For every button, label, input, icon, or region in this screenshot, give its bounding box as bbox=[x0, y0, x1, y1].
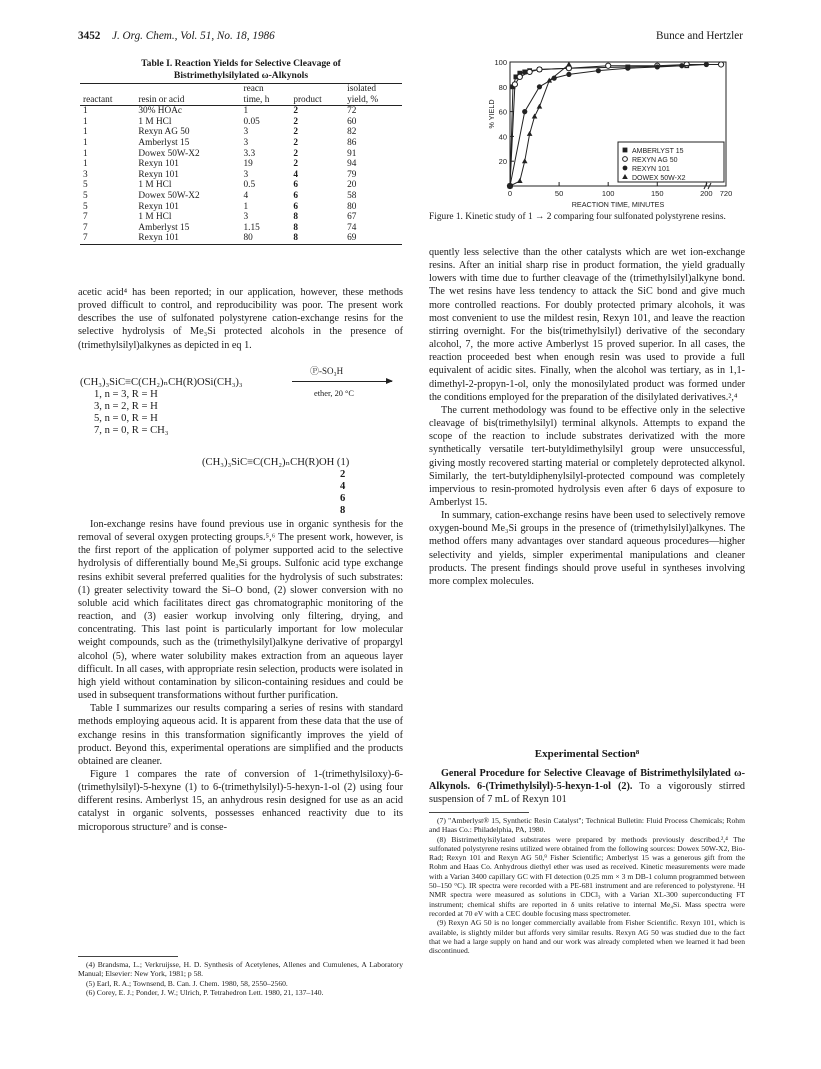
table-cell: 4 bbox=[293, 169, 298, 180]
table-cell: 30% HOAc bbox=[138, 106, 183, 117]
eq-conditions: ether, 20 °C bbox=[314, 389, 354, 398]
table-cell: 5 bbox=[83, 190, 88, 201]
table-cell: 1.15 bbox=[243, 222, 260, 233]
footnote-rule bbox=[78, 956, 178, 957]
table-cell: 1 bbox=[83, 106, 88, 117]
y-axis-label: % YIELD bbox=[487, 99, 496, 129]
table-cell: Amberlyst 15 bbox=[138, 222, 190, 233]
eq-product-label: 6 bbox=[340, 493, 346, 504]
data-point-open-circle bbox=[517, 74, 522, 79]
data-point-triangle bbox=[517, 178, 523, 183]
table-cell: 94 bbox=[347, 159, 357, 170]
data-point-circle bbox=[566, 72, 571, 77]
table-cell: Amberlyst 15 bbox=[138, 137, 190, 148]
legend-label: REXYN 101 bbox=[632, 165, 670, 173]
table-cell: 2 bbox=[293, 127, 298, 138]
running-authors: Bunce and Hertzler bbox=[656, 30, 743, 42]
table-cell: 3 bbox=[83, 169, 88, 180]
table-cell: 1 M HCl bbox=[138, 180, 172, 191]
table-row bbox=[80, 117, 402, 128]
x-tick-label: 50 bbox=[554, 189, 564, 198]
table-cell: 1 bbox=[83, 127, 88, 138]
left-footnotes bbox=[78, 960, 403, 997]
left-column-top bbox=[78, 286, 403, 352]
body-paragraph: Ion-exchange resins have found previous use in organic synthesis for the removal of several oxygen protecting groups.⁵,⁶ The present work, however, is the first report of the application of polymer supported acid to the selective hydrolysis of differentially bound Me₃Si groups. Sulfonic acid type exchange resins exhibit several preferred qualities for the hydrolysis of such substrates: (1) greater selectivity toward the Si–O bond, (2) slower conversion with no soluble acid which facilitates direct gas chromatographic monitoring of the reaction, and (3) easier workup involving only filtering, drying, and concentrating. This last point is particularly important for low molecular weight compounds, such as the (trimethylsilyl)alkyne derivative of propargyl alcohol (5), where water solubility makes extraction from an aqueous layer difficult. In all cases, with appropriate resin selection, products were isolated in high yield without contamination by silicon-containing residues and could be used in subsequent transformations without further purification. bbox=[78, 519, 403, 702]
experimental-paragraph: General Procedure for Selective Cleavage of Bistrimethylsilylated ω-Alkynols. 6-(Trimethylsilyl)-5-hexyn-1-ol (2). To a vigorously stirred suspension of 7 mL of Rexyn 101 bbox=[429, 768, 745, 806]
eq-reactant-labels bbox=[94, 389, 169, 437]
table-cell: 3 bbox=[243, 137, 249, 148]
table-cell: 69 bbox=[347, 233, 357, 244]
table-cell: 3 bbox=[243, 127, 249, 138]
table-cell: 5 bbox=[83, 180, 88, 191]
table-row bbox=[80, 138, 402, 149]
table-cell: Rexyn 101 bbox=[138, 169, 179, 180]
figure-1-caption: Figure 1. Kinetic study of 1 → 2 comparing four sulfonated polystyrene resins. bbox=[429, 212, 726, 222]
footnote: (8) Bistrimethylsilylated substrates were prepared by methods previously described.²,⁴ The sulfonated polystyrene resins utilized were obtained from the following sources: Dowex 50W-X2, Bio-Rad; Rexyn 101 and Rexyn AG 50,⁹ Fisher Scientific; Amberlyst 15 was a generous gift from the Rohm and Haas Co. Anhydrous diethyl ether was used as received. Kinetic measurements were made with a Varian 3400 capillary GC with FI detection (0.25 mm × 3 m DB-1 column programmed between 50–150 °C). IR spectra were recorded with a PE-681 instrument and are referenced to polystyrene. ¹H NMR spectra were measured as solutions in CDCl₃ with a Varian XL-300 superconducting FT instrument; chemical shifts are reported in δ units relative to internal Me₄Si. Mass spectra were recorded at 70 eV with a CEC double focusing mass spectrometer. bbox=[429, 834, 745, 918]
footnote-rule bbox=[429, 812, 529, 813]
table-cell: 86 bbox=[347, 137, 357, 148]
table-cell: 19 bbox=[243, 159, 253, 170]
table-row bbox=[80, 180, 402, 191]
y-tick-label: 100 bbox=[494, 58, 507, 67]
data-point-circle bbox=[625, 66, 630, 71]
body-paragraph: acetic acid⁴ has been reported; in our application, however, these methods proved difficult to control, and reproducibility was poor. The present work describes the use of sulfonated polystyrene cation-exchange resins for the selective hydrolysis of Me₃Si protected alcohols in the presence of (trimethylsilyl)alkynes as depicted in eq 1. bbox=[78, 287, 403, 351]
eq-product-label: 8 bbox=[340, 505, 346, 516]
table-cell: 72 bbox=[347, 106, 357, 117]
table-cell: 7 bbox=[83, 212, 88, 223]
series-line bbox=[510, 64, 569, 186]
data-point-circle bbox=[704, 62, 709, 67]
eq-product-labels bbox=[340, 469, 345, 517]
page-number: 3452 bbox=[78, 30, 101, 42]
table-cell: 8 bbox=[293, 233, 298, 244]
table-row bbox=[80, 170, 402, 181]
table-cell: 82 bbox=[347, 127, 357, 138]
body-paragraph: The current methodology was found to be effective only in the selective cleavage of bis(trimethylsilyl) terminal alkynols. Attempts to expand the scope of the reaction to include substrates derivatized with the more synthetically versatile tert-butyldimethylsilyl group were unsuccessful, giving mostly recovered starting material or completely deprotected alkynol. Similarly, the tert-butyldiphenylsilyl-protected compound was completely impervious to resin-promoted hydrolysis even after 6 days of exposure to Amberlyst 15. bbox=[429, 404, 745, 508]
data-point-open-circle bbox=[684, 62, 689, 67]
table-row bbox=[80, 202, 402, 213]
table-cell: 91 bbox=[347, 148, 357, 159]
table-cell: 8 bbox=[293, 212, 298, 223]
table-cell: 74 bbox=[347, 222, 357, 233]
table-cell: 6 bbox=[293, 201, 298, 212]
eq-catalyst: Ⓟ-SO₃H bbox=[310, 366, 344, 376]
table-row bbox=[80, 106, 402, 117]
data-point-circle bbox=[522, 109, 527, 114]
table-cell: Rexyn 101 bbox=[138, 159, 179, 170]
table-cell: 0.5 bbox=[243, 180, 256, 191]
legend-label: REXYN AG 50 bbox=[632, 156, 678, 164]
table-cell: 4 bbox=[243, 190, 249, 201]
table-title: Table I. Reaction Yields for Selective Cleavage of Bistrimethylsilylated ω-Alkynols bbox=[141, 58, 341, 81]
table-cell: 2 bbox=[293, 106, 298, 117]
table-cell: 1 bbox=[83, 137, 88, 148]
eq-reactant-label: 5, n = 0, R = H bbox=[94, 413, 158, 424]
data-point-triangle bbox=[527, 131, 533, 136]
eq-reactant: (CH₃)₃SiC≡C(CH₂)ₙCH(R)OSi(CH₃)₃ bbox=[80, 377, 243, 388]
data-point-open-circle bbox=[512, 82, 517, 87]
table-cell: 0.05 bbox=[243, 116, 260, 127]
table-cell: Rexyn 101 bbox=[138, 233, 179, 244]
legend-label: DOWEX 50W-X2 bbox=[632, 174, 686, 182]
equation-1 bbox=[80, 366, 405, 516]
table-row bbox=[80, 223, 402, 234]
data-point-triangle bbox=[537, 104, 543, 109]
table-cell: Rexyn AG 50 bbox=[138, 127, 190, 138]
footnote: (9) Rexyn AG 50 is no longer commercially available from Fisher Scientific. Rexyn 101, which is available, is slightly milder but affords very similar results. Rexyn AG 50 was studied due to the fact that we had a large supply on hand and our work was already completed when we learned it had been discontinued. bbox=[429, 918, 745, 956]
body-paragraph: Figure 1 compares the rate of conversion of 1-(trimethylsiloxy)-6-(trimethylsilyl)-5-hexyne (1) to 6-(trimethylsilyl)-5-hexyn-1-ol (2) using four different resins. Amberlyst 15, an anhydrous resin designed for use as an acid catalyst in organic solvents, possesses enhanced reactivity due to its microporous structure⁷ and is conse- bbox=[78, 768, 403, 833]
table-cell: 1 bbox=[243, 201, 249, 212]
right-column-body bbox=[429, 246, 745, 588]
eq-product-label: 2 bbox=[340, 469, 346, 480]
table-cell: 2 bbox=[293, 159, 298, 170]
figure-1-chart bbox=[478, 56, 750, 208]
footnote: (5) Earl, R. A.; Townsend, B. Can. J. Chem. 1980, 58, 2550–2560. bbox=[86, 978, 288, 988]
legend-circle-icon bbox=[623, 166, 628, 171]
right-footnotes bbox=[429, 816, 745, 955]
table-cell: 1 M HCl bbox=[138, 212, 172, 223]
reaction-arrow bbox=[292, 381, 392, 382]
data-point-triangle bbox=[522, 158, 528, 163]
table-cell: 3 bbox=[243, 169, 249, 180]
journal-citation: J. Org. Chem., Vol. 51, No. 18, 1986 bbox=[112, 30, 275, 42]
table-cell: 6 bbox=[293, 180, 298, 191]
table-cell: 7 bbox=[83, 222, 88, 233]
data-point-open-circle bbox=[537, 67, 542, 72]
table-cell: 2 bbox=[293, 137, 298, 148]
footnote: (7) "Amberlyst® 15, Synthetic Resin Catalyst"; Technical Bulletin: Fluid Process Chemicals; Rohm and Haas Co.: Philadelphia, PA, 1980. bbox=[429, 816, 745, 835]
x-tick-label: 0 bbox=[507, 189, 513, 198]
table-cell: 7 bbox=[83, 233, 88, 244]
table-row bbox=[80, 191, 402, 202]
table-row bbox=[80, 233, 402, 244]
table-cell: 1 M HCl bbox=[138, 116, 172, 127]
data-point-open-circle bbox=[527, 69, 532, 74]
data-point-open-circle bbox=[606, 63, 611, 68]
footnote: (6) Corey, E. J.; Ponder, J. W.; Ulrich, P. Tetrahedron Lett. 1980, 21, 137–140. bbox=[86, 987, 324, 997]
data-point-circle bbox=[596, 68, 601, 73]
table-cell: 67 bbox=[347, 212, 357, 223]
table-cell: 79 bbox=[347, 169, 357, 180]
legend-open-circle-icon bbox=[623, 157, 628, 162]
x-tick-label: 200 bbox=[700, 189, 713, 198]
reaction-arrowhead bbox=[386, 378, 393, 384]
x-tick-label: 150 bbox=[651, 189, 664, 198]
yield-table: reacn isolated reactant resin or acid time, h product yield, % 1 30% HOAc 1 2 72 1 1 M HCl 0.05 2 60 1 Rexyn AG 50 3 2 82 1 Amberlyst 15 3 2 86 1 Dowex 50W-X2 3.3 2 91 1 Rexyn 101 19 2 94 3 Rexyn 101 3 4 79 5 1 M HCl 0.5 6 20 5 Dowex 50W-X2 4 6 58 5 Rexyn 101 1 6 80 7 1 M HCl 3 8 67 7 Amberlyst 15 1.15 8 74 7 Rexyn 101 80 8 69 bbox=[80, 83, 402, 245]
footnote: (4) Brandsma, L.; Verkruijsse, H. D. Synthesis of Acetylenes, Allenes and Cumulenes, A Laboratory Manual; Elsevier: New York, 1981; p 58. bbox=[78, 960, 403, 979]
x-tick-label: 720 bbox=[719, 189, 733, 198]
table-cell: 1 bbox=[83, 148, 88, 159]
data-point-open-circle bbox=[718, 62, 723, 67]
x-axis-label: REACTION TIME, MINUTES bbox=[571, 200, 665, 208]
table-cell: 5 bbox=[83, 201, 88, 212]
table-cell: 20 bbox=[347, 180, 357, 191]
body-paragraph: In summary, cation-exchange resins have been used to selectively remove oxygen-bound Me₃Si groups in the presence of (trimethylsilyl)alkynes. The method offers many advantages over standard aqueous procedures—higher selectivity and yields, simpler experimental manipulations and cleaner products. The present findings should prove useful in syntheses involving more complex molecules. bbox=[429, 510, 745, 587]
body-paragraph: Table I summarizes our results comparing a series of resins with standard methods employing aqueous acid. It is apparent from these data that the use of exchange resins in this transformation significantly improves the yield of product. Beyond this, experimental operations are simplified and the products obtained are cleaner. bbox=[78, 703, 403, 767]
table-cell: 1 bbox=[83, 116, 88, 127]
table-1 bbox=[80, 58, 402, 245]
table-row bbox=[80, 212, 402, 223]
table-row bbox=[80, 159, 402, 170]
table-cell: 1 bbox=[243, 106, 249, 117]
experimental-heading: Experimental Section⁸ bbox=[534, 748, 640, 760]
table-row bbox=[80, 149, 402, 160]
eq-reactant-label: 3, n = 2, R = H bbox=[94, 401, 158, 412]
table-cell: 3.3 bbox=[243, 148, 256, 159]
table-row bbox=[80, 127, 402, 138]
table-cell: 3 bbox=[243, 212, 249, 223]
eq-product: (CH₃)₃SiC≡C(CH₂)ₙCH(R)OH (1) bbox=[202, 457, 350, 468]
y-tick-label: 60 bbox=[498, 107, 507, 117]
data-point-triangle bbox=[532, 114, 538, 119]
table-cell: Dowex 50W-X2 bbox=[138, 148, 200, 159]
table-cell: 6 bbox=[293, 190, 298, 201]
data-point-circle bbox=[537, 84, 542, 89]
table-cell: 60 bbox=[347, 116, 357, 127]
table-cell: 1 bbox=[83, 159, 88, 170]
legend-square-icon bbox=[623, 148, 628, 153]
table-cell: 2 bbox=[293, 116, 298, 127]
table-cell: 80 bbox=[347, 201, 357, 212]
y-tick-label: 20 bbox=[498, 157, 507, 167]
table-cell: 8 bbox=[293, 222, 298, 233]
left-column-body bbox=[78, 518, 403, 834]
data-point-circle bbox=[679, 63, 684, 68]
eq-reactant-label: 1, n = 3, R = H bbox=[94, 389, 158, 400]
x-tick-label: 100 bbox=[601, 189, 615, 198]
table-cell: 80 bbox=[243, 233, 253, 244]
y-tick-label: 40 bbox=[498, 132, 507, 142]
eq-reactant-label: 7, n = 0, R = CH₃ bbox=[94, 425, 169, 436]
table-cell: 58 bbox=[347, 190, 357, 201]
data-point-circle bbox=[655, 64, 660, 69]
y-tick-label: 80 bbox=[498, 82, 507, 92]
table-cell: 2 bbox=[293, 148, 298, 159]
table-cell: Rexyn 101 bbox=[138, 201, 179, 212]
legend-label: AMBERLYST 15 bbox=[632, 147, 684, 155]
eq-product-label: 4 bbox=[340, 481, 346, 492]
body-paragraph: quently less selective than the other catalysts which are wet ion-exchange resins. After an initial sharp rise in product formation, the yield gradually lowers with time due to further cleavage of the (trimethylsilyl)alkyne bond. The wet resins have less tendency to attack the SiC bond and give much more controlled reactions. For doubly protected primary alcohols, it was most convenient to use the mildest resin, Rexyn 101, and leave the reaction stirring overnight. For the bis(trimethylsilyl) derivative of the secondary alcohol, 7, the more active Amberlyst 15 proved superior. In all cases, the reaction proceeded best when enough resin was used to provide a full equivalent of acidic sites. Finally, when the alcohol was tertiary, as in 1,1-dimethyl-2-propyn-1-ol, only the monosilylated product was formed under the conditions employed for the preparation of the disilylated derivatives.²,⁴ bbox=[429, 247, 745, 403]
table-cell: Dowex 50W-X2 bbox=[138, 190, 200, 201]
